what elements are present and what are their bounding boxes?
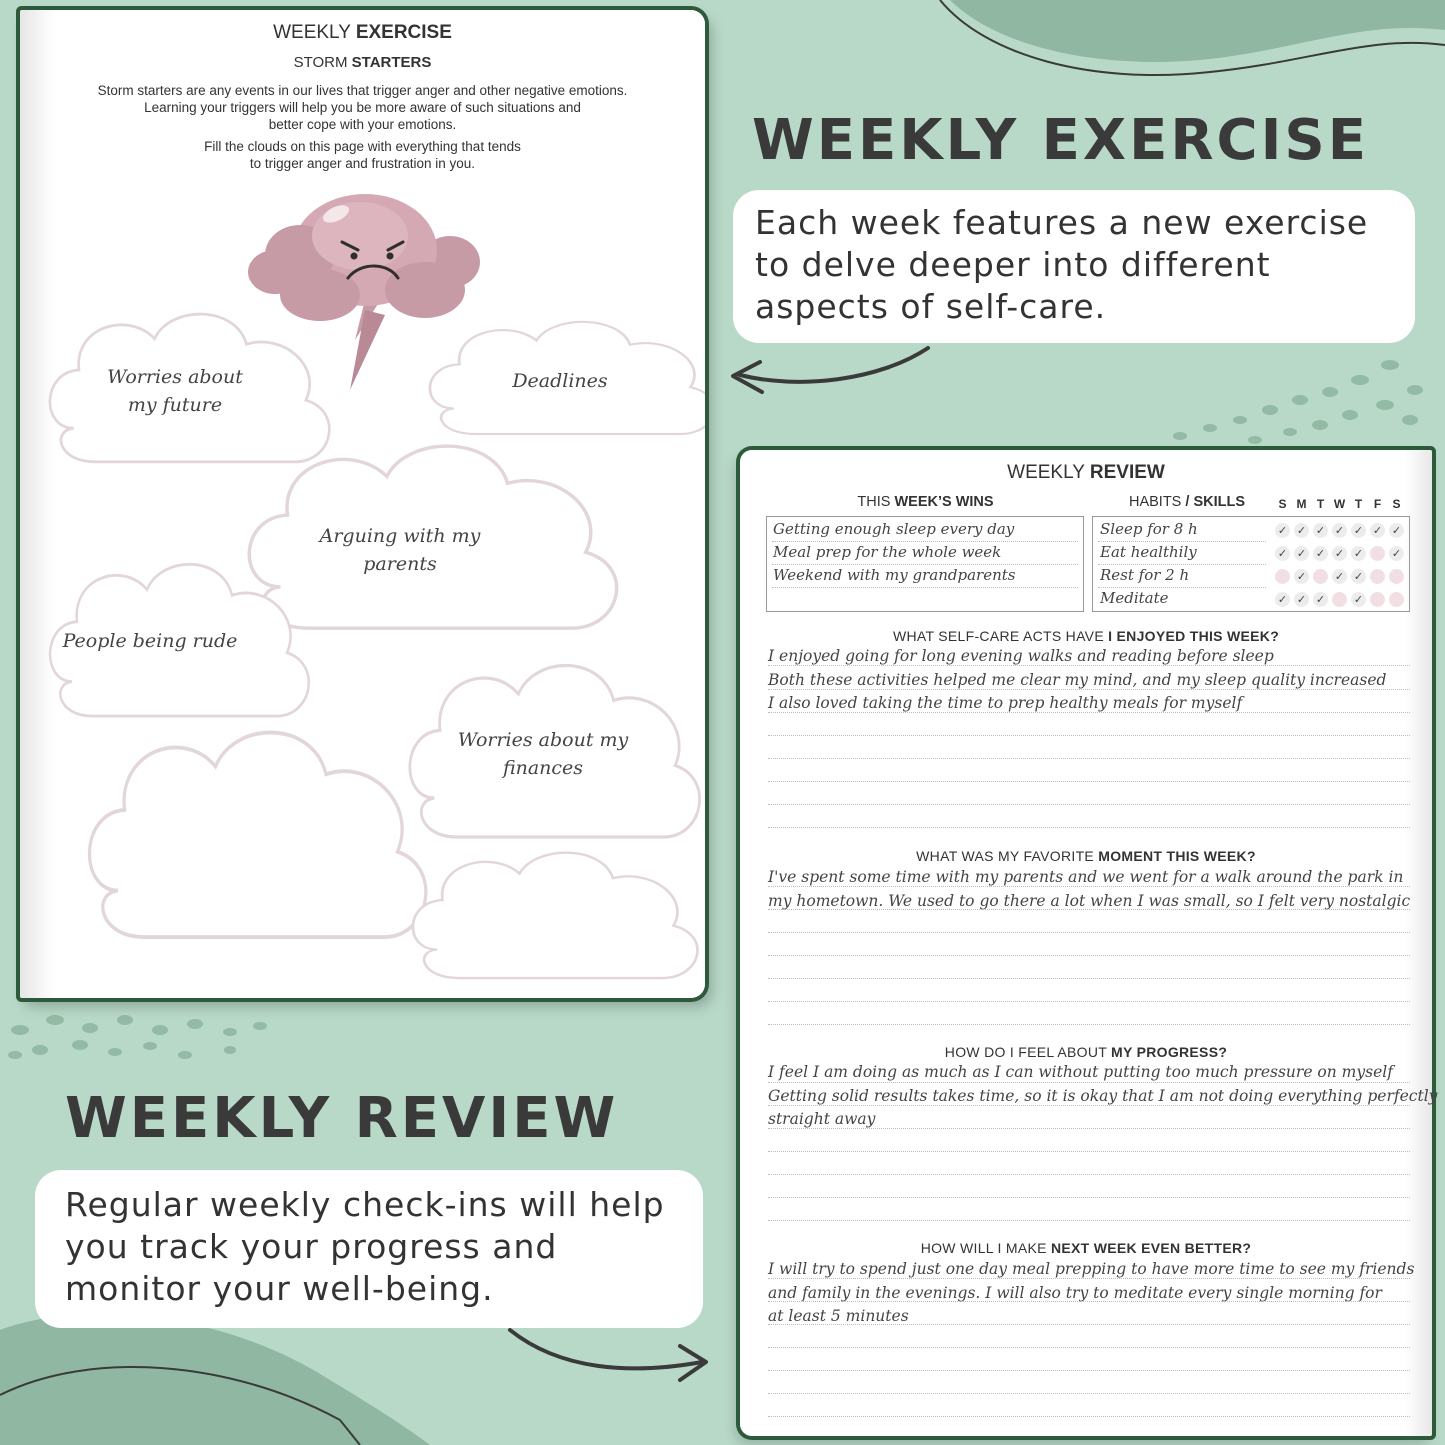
habit-check-done[interactable]: ✓ (1313, 592, 1328, 607)
habit-check-done[interactable]: ✓ (1294, 592, 1309, 607)
habit-check-done[interactable]: ✓ (1351, 592, 1366, 607)
habit-check-done[interactable]: ✓ (1332, 546, 1347, 561)
habit-check-done[interactable]: ✓ (1313, 523, 1328, 538)
question-1: WHAT SELF-CARE ACTS HAVE I ENJOYED THIS WEEK? (892, 628, 1280, 644)
day-label: T (1354, 497, 1363, 511)
habit-check-done[interactable]: ✓ (1275, 523, 1290, 538)
win-item: Weekend with my grandparents (773, 566, 1016, 584)
cloud-text-5: Worries about my finances (457, 729, 629, 779)
habits-header: HABITS / SKILLS (1128, 494, 1246, 510)
question-2: WHAT WAS MY FAVORITE MOMENT THIS WEEK? (916, 848, 1256, 864)
habit-name: Sleep for 8 h (1100, 520, 1198, 538)
day-label: F (1373, 497, 1382, 511)
day-label: T (1316, 497, 1325, 511)
habit-check-done[interactable]: ✓ (1351, 546, 1366, 561)
exercise-page (20, 10, 705, 998)
day-label: S (1392, 497, 1401, 511)
answer-4: I will try to spend just one day meal prepping to have more time to see my friends and family in the evenings. I will also try to meditate every single morning for at least 5 minutes (768, 1260, 1415, 1325)
habit-check-empty[interactable] (1370, 569, 1385, 584)
habit-check-done[interactable]: ✓ (1332, 569, 1347, 584)
cloud-text-1: Worries about my future (107, 366, 243, 416)
exercise-page-title: WEEKLY EXERCISE (273, 22, 452, 43)
exercise-page-subtitle: STORM STARTERS (293, 54, 432, 71)
weekly-exercise-heading: WEEKLY EXERCISE (752, 108, 1370, 173)
cloud-7 (413, 853, 698, 978)
habit-check-done[interactable]: ✓ (1332, 523, 1347, 538)
question-4: HOW WILL I MAKE NEXT WEEK EVEN BETTER? (920, 1240, 1252, 1256)
habit-check-empty[interactable] (1370, 592, 1385, 607)
answer-1: I enjoyed going for long evening walks and reading before sleep Both these activities helped me clear my mind, and my sleep quality increased I also loved taking the time to prep healthy meals for myself (768, 647, 1387, 712)
habit-check-empty[interactable] (1313, 569, 1328, 584)
habit-name: Eat healthily (1100, 543, 1197, 561)
habit-check-done[interactable]: ✓ (1351, 569, 1366, 584)
answer-2: I've spent some time with my parents and we went for a walk around the park in my hometown. We used to go there a lot when I was small, so I felt very nostalgic (768, 868, 1411, 910)
habit-check-done[interactable]: ✓ (1275, 592, 1290, 607)
win-item: Getting enough sleep every day (773, 520, 1015, 538)
habit-check-done[interactable]: ✓ (1294, 569, 1309, 584)
habit-check-done[interactable]: ✓ (1313, 546, 1328, 561)
weekly-review-description: Regular weekly check-ins will help you track your progress and monitor your well-being. (35, 1170, 703, 1328)
weekly-exercise-description: Each week features a new exercise to delve deeper into different aspects of self-care. (733, 190, 1415, 343)
review-page (740, 450, 1438, 1436)
habit-check-done[interactable]: ✓ (1370, 523, 1385, 538)
cloud-6 (90, 733, 426, 937)
habit-check-done[interactable]: ✓ (1294, 546, 1309, 561)
cloud-text-4: People being rude (62, 630, 238, 652)
habit-check-done[interactable]: ✓ (1294, 523, 1309, 538)
habit-check-done[interactable]: ✓ (1389, 546, 1404, 561)
habit-check-empty[interactable] (1370, 546, 1385, 561)
habit-check-empty[interactable] (1389, 569, 1404, 584)
habit-check-done[interactable]: ✓ (1389, 523, 1404, 538)
habit-name: Meditate (1100, 589, 1169, 607)
exercise-intro: Storm starters are any events in our lives that trigger anger and other negative emotions. Learning your triggers will help you be more aware of such situations and better cope with your emotions. (97, 83, 628, 132)
habit-check-empty[interactable] (1389, 592, 1404, 607)
habit-check-done[interactable]: ✓ (1275, 546, 1290, 561)
day-label: S (1278, 497, 1287, 511)
wins-header: THIS WEEK’S WINS (857, 494, 994, 510)
question-3: HOW DO I FEEL ABOUT MY PROGRESS? (944, 1044, 1228, 1060)
habit-check-empty[interactable] (1275, 569, 1290, 584)
weekly-review-heading: WEEKLY REVIEW (65, 1086, 619, 1151)
exercise-instruction: Fill the clouds on this page with everything that tends to trigger anger and frustration in you. (204, 139, 521, 171)
review-page-title: WEEKLY REVIEW (1007, 462, 1165, 483)
cloud-text-2: Deadlines (512, 370, 608, 392)
habit-name: Rest for 2 h (1100, 566, 1190, 584)
habit-check-empty[interactable] (1332, 592, 1347, 607)
clouds-illustration (20, 10, 705, 998)
cloud-text-3: Arguing with my parents (319, 525, 481, 575)
answer-3: I feel I am doing as much as I can without putting too much pressure on myself Getting solid results takes time, so it is okay that I am not doing everything perfectly straight away (768, 1063, 1438, 1128)
win-item: Meal prep for the whole week (773, 543, 1002, 561)
day-label: M (1296, 497, 1307, 511)
day-label: W (1333, 497, 1346, 511)
habit-check-done[interactable]: ✓ (1351, 523, 1366, 538)
